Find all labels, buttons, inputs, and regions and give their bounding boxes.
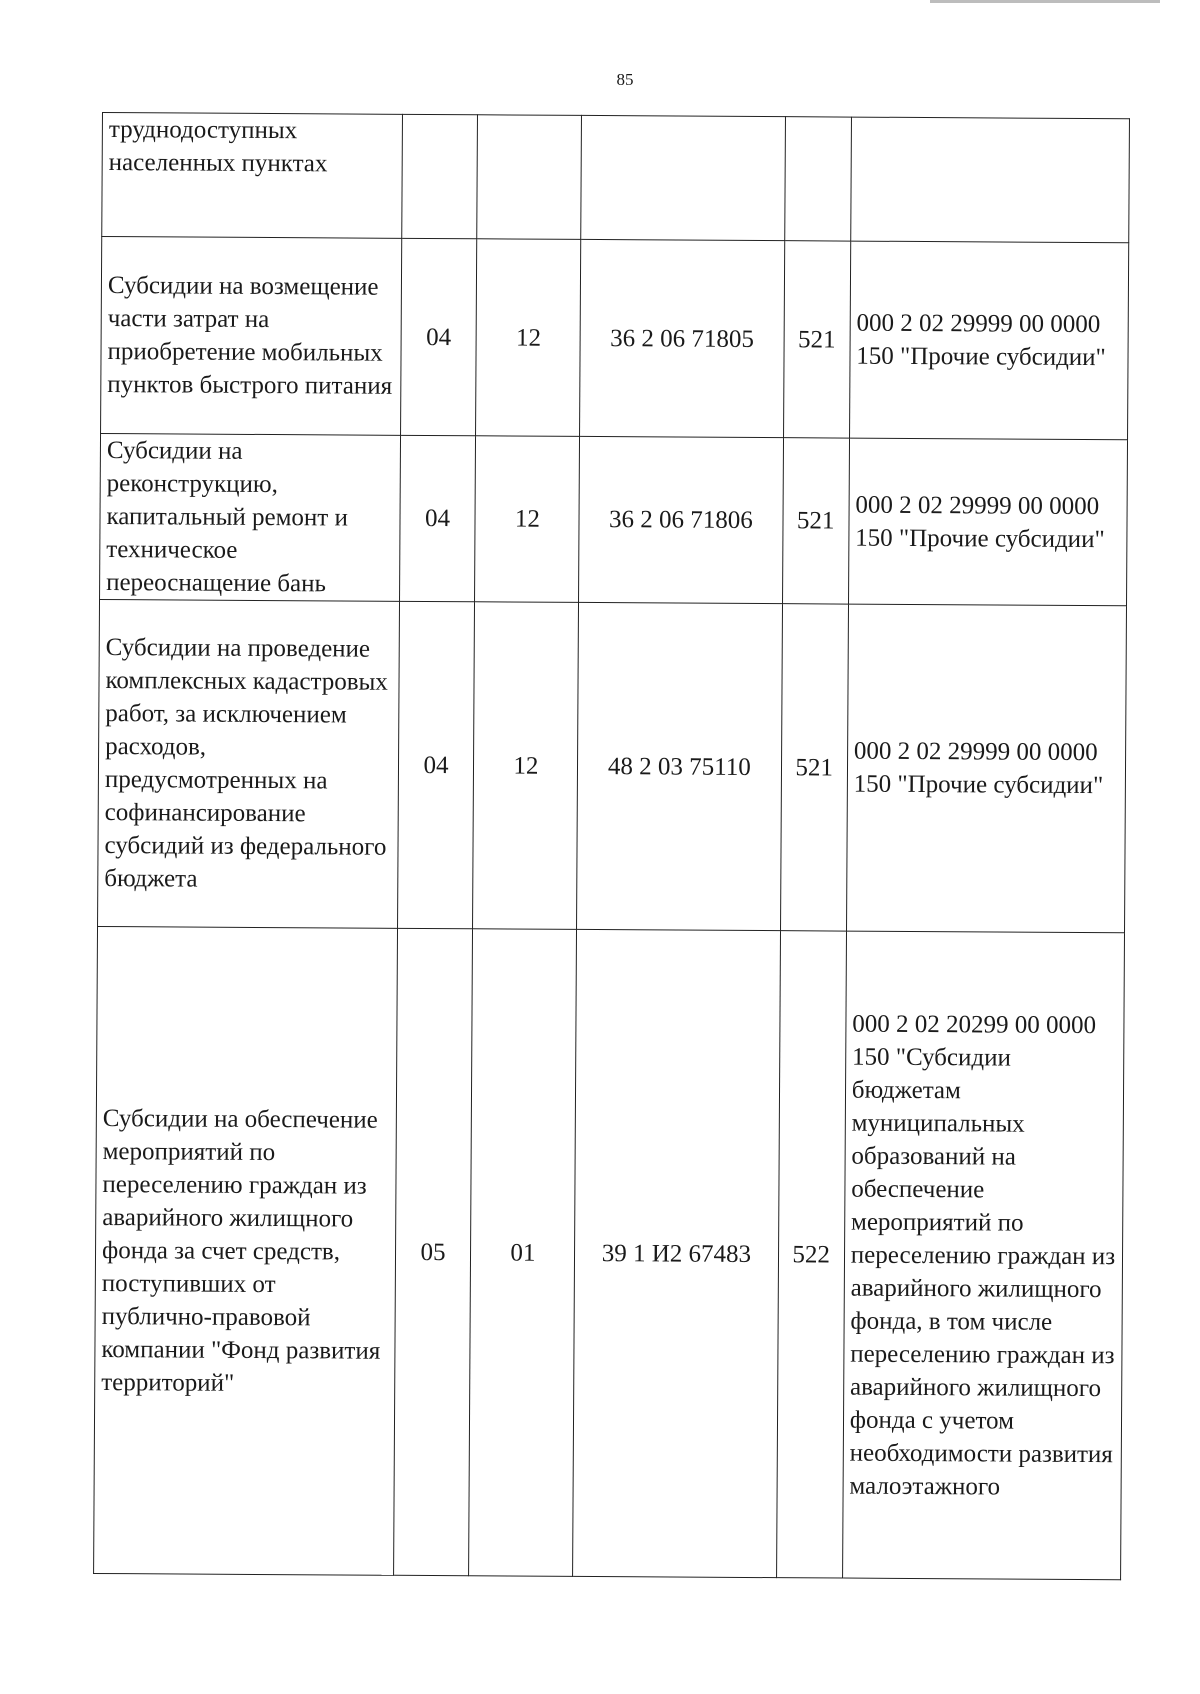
subsection-cell: 12 — [473, 602, 579, 930]
target-article-cell — [581, 115, 785, 240]
income-code-cell: 000 2 02 29999 00 0000 150 "Прочие субсидии" — [846, 604, 1126, 933]
income-code-cell: 000 2 02 20299 00 0000 150 "Субсидии бюджетам муниципальных образований на обеспечение мероприятий по переселению граждан из аварийного жилищного фонда, в том числе переселению граждан из аварийного жилищного фонда с учетом необходимости развития малоэтажного — [842, 931, 1124, 1580]
section-cell: 04 — [399, 435, 476, 601]
target-article-cell: 48 2 03 75110 — [577, 602, 782, 930]
expense-type-cell: 521 — [780, 604, 848, 931]
page-number: 85 — [616, 70, 634, 89]
section-cell — [401, 114, 478, 238]
income-code-cell: 000 2 02 29999 00 0000 150 "Прочие субсидии" — [848, 438, 1127, 606]
row-name-cell: Субсидии на реконструкцию, капитальный ремонт и техническое переоснащение бань — [100, 433, 401, 601]
table-row — [94, 926, 1125, 1579]
budget-classification-table — [93, 112, 1130, 1580]
subsection-cell: 12 — [475, 436, 580, 603]
subsection-cell: 12 — [476, 239, 581, 437]
row-name-cell: Субсидии на возмещение части затрат на приобретение мобильных пунктов быстрого питания — [101, 237, 402, 436]
target-article-cell: 36 2 06 71805 — [580, 239, 784, 437]
target-article-cell: 36 2 06 71806 — [579, 436, 783, 603]
top-edge-mark — [930, 0, 1160, 3]
table-row — [102, 113, 1130, 243]
subsection-cell: 01 — [469, 929, 577, 1577]
section-cell: 04 — [400, 238, 477, 435]
target-article-cell: 39 1 И2 67483 — [573, 929, 780, 1577]
row-name-cell: Субсидии на проведение комплексных кадастровых работ, за исключением расходов, предусмотренных на софинансирование субсидий из федерального бюджета — [98, 599, 400, 928]
expense-type-cell: 522 — [776, 931, 846, 1578]
subsection-cell — [477, 115, 582, 240]
income-code-cell — [851, 117, 1130, 243]
income-code-cell: 000 2 02 29999 00 0000 150 "Прочие субсидии" — [849, 241, 1128, 440]
section-cell: 05 — [393, 928, 473, 1575]
table-row — [98, 599, 1127, 932]
expense-type-cell — [784, 117, 851, 241]
expense-type-cell: 521 — [782, 438, 849, 604]
row-name-cell: труднодоступных населенных пунктах — [102, 113, 402, 239]
section-cell: 04 — [397, 601, 475, 928]
expense-type-cell: 521 — [783, 241, 851, 438]
table-row — [100, 433, 1128, 605]
table-row — [101, 237, 1129, 440]
row-name-cell: Субсидии на обеспечение мероприятий по переселению граждан из аварийного жилищного фонда за счет средств, поступивших от публично-правовой компании "Фонд развития территорий" — [94, 926, 397, 1575]
